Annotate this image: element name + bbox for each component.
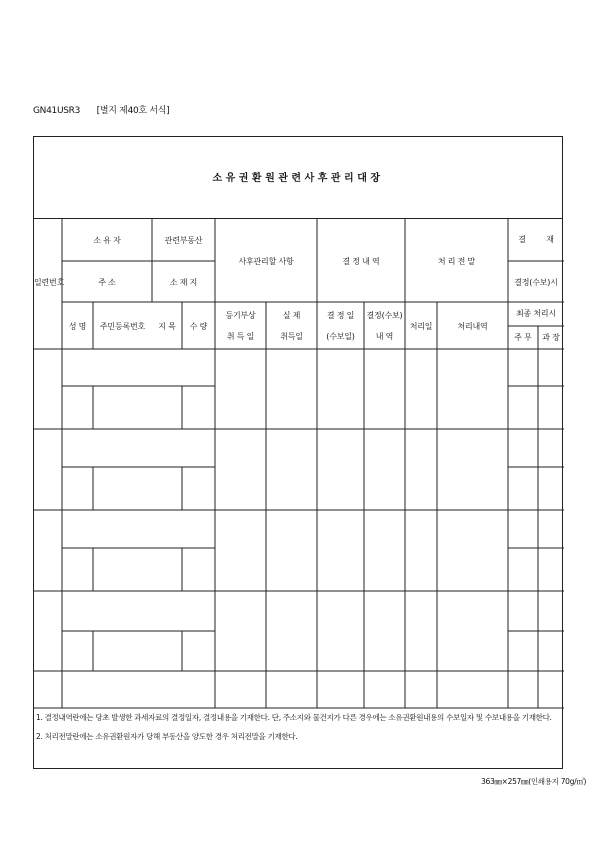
form-code: GN41USR3 — [33, 106, 81, 116]
col-quantity: 수 량 — [189, 322, 208, 331]
col-process-date: 처리일 — [409, 322, 433, 331]
note-1: 1. 결정내역란에는 당초 발생한 과세자료의 결정일자, 결정내용을 기재한다. 단, 주소지와 물건지가 다른 경우에는 소유권환원내용의 수보일자 및 수보내용을 기재한다. — [36, 713, 552, 722]
col-approval-2: 재 — [546, 235, 554, 244]
col-name: 성 명 — [68, 322, 87, 331]
col-decision-date-1: 결 정 일 — [326, 311, 355, 320]
col-process-detail: 처리내역 — [457, 322, 488, 331]
table-grid — [34, 137, 564, 770]
document-title: 소유권환원관련사후관리대장 — [212, 173, 384, 184]
ledger-form — [33, 136, 563, 769]
col-resident-no: 주민등록번호 — [99, 322, 146, 331]
col-serial-no: 일련번호 — [34, 278, 65, 287]
col-land-category: 지 목 — [158, 322, 176, 331]
col-process-result: 처 리 전 말 — [437, 257, 476, 266]
col-post-mgmt: 사후관리할 사항 — [238, 257, 294, 266]
col-final-process: 최종 처리시 — [516, 309, 556, 318]
col-actual-acq-1: 실 제 — [282, 311, 301, 320]
col-related-property: 관련부동산 — [164, 236, 203, 245]
col-chief: 주 무 — [514, 333, 532, 342]
col-decision-date-2: (수보일) — [326, 332, 355, 341]
note-2: 2. 처리전말란에는 소유권환원자가 당해 부동산을 양도한 경우 처리전말을 기재한다. — [36, 732, 298, 741]
form-ref: [별지 제40호 서식] — [96, 106, 170, 116]
paper-size: 363㎜×257㎜(인쇄용지 70g/㎡) — [481, 777, 587, 786]
col-section-chief: 과 장 — [542, 333, 560, 342]
col-approval-3: 결정(수보)시 — [514, 278, 558, 287]
col-decision-content: 결 정 내 역 — [342, 257, 380, 266]
notes — [36, 708, 552, 746]
col-actual-acq-2: 취득일 — [280, 332, 303, 341]
col-approval-1: 결 — [518, 235, 526, 244]
col-reg-acq-2: 취 득 일 — [226, 332, 255, 341]
col-owner: 소 유 자 — [93, 236, 121, 245]
col-address: 주 소 — [98, 278, 116, 287]
col-decision-detail-2: 내 역 — [375, 332, 394, 341]
col-reg-acq-1: 등기부상 — [225, 311, 256, 320]
col-location: 소 재 지 — [169, 278, 198, 287]
col-decision-detail-1: 결정(수보) — [366, 311, 403, 320]
form-header — [33, 103, 183, 116]
